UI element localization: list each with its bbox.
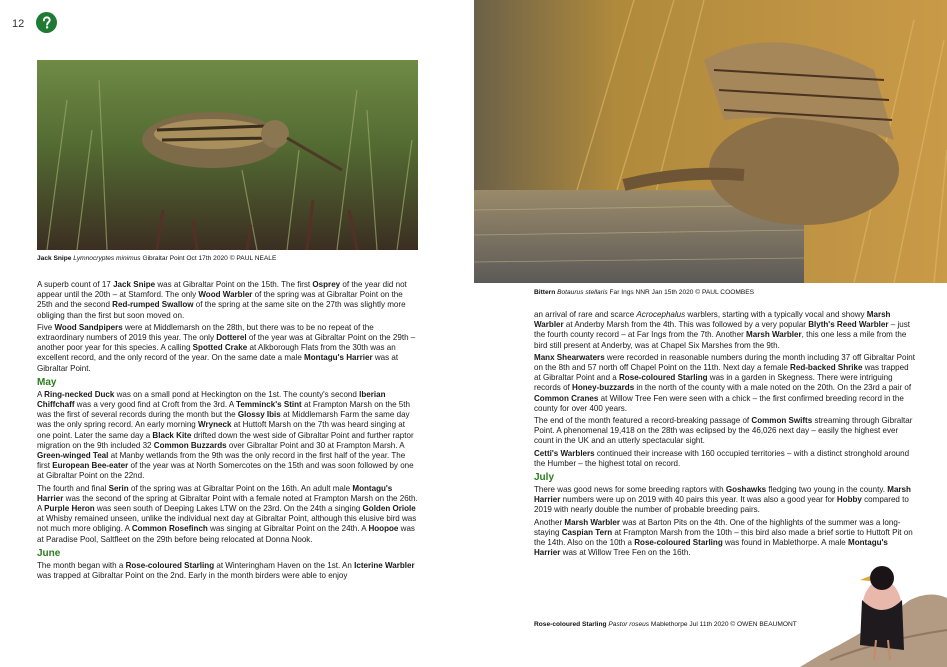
text-run: of the year was at Gibraltar Point on the 29th – another poor year for this species. A calling: [37, 333, 416, 353]
question-mark-icon: [39, 15, 54, 30]
text-run: – just the fourth county record – at Far Ings from the 7th. Another: [534, 320, 910, 340]
species-name: Montagu's Harrier: [37, 483, 393, 503]
text-run: The fourth and final: [37, 483, 109, 493]
species-name: Spotted Crake: [192, 343, 248, 353]
species-name: Hobby: [836, 495, 862, 505]
bittern-photo: [474, 0, 947, 283]
species-name: Marsh Warbler: [746, 330, 802, 340]
species-name: Green-winged Teal: [37, 451, 109, 461]
text-run: A: [37, 389, 45, 399]
species-name: Common Rosefinch: [131, 524, 208, 534]
paragraph: [534, 310, 915, 351]
species-name: Wood Sandpipers: [54, 322, 123, 332]
text-run: of the year was at North Somercotes on the 15th and was soon followed by one at Gibraltar Point on the 22nd.: [37, 461, 414, 481]
species-name: Purple Heron: [44, 504, 95, 514]
species-name: European Bee-eater: [52, 461, 129, 471]
species-name: Jack Snipe: [113, 280, 156, 289]
paragraph: [37, 561, 418, 581]
species-name: Caspian Tern: [561, 527, 613, 537]
species-name: Red-rumped Swallow: [112, 300, 194, 310]
paragraph: [534, 449, 915, 469]
text-run: Another: [534, 517, 565, 527]
text-run: Five: [37, 322, 55, 332]
text-run: at Whisby remained unseen, unlike the individual next day at Gibraltar Point, although this elusive bird was not much more obliging. A: [37, 514, 417, 534]
species-name: Icterine Warbler: [354, 560, 415, 570]
text-run: of the spring at the same site on the 27th was slightly more obliging than the first but soon moved on.: [37, 300, 406, 320]
text-run: was singing at Gibraltar Point on the 24th. A: [207, 524, 369, 534]
text-run: There was good news for some breeding raptors with: [534, 485, 726, 495]
text-run: The month began with a: [37, 560, 126, 570]
text-run: in the north of the county with a male noted on the 20th. On the 23rd a pair of: [634, 383, 912, 393]
text-run: at Anderby Marsh from the 4th. This was followed by a very popular: [563, 320, 809, 330]
text-run: of the spring was at Gibraltar Point on the 25th and the second: [37, 290, 403, 310]
species-name: Common Swifts: [751, 416, 813, 426]
species-name: Black Kite: [152, 430, 192, 440]
species-name: Cetti's Warblers: [534, 448, 595, 458]
text-run: was at Willow Tree Fen on the 16th.: [560, 548, 691, 558]
text-run: A superb count of 17: [37, 280, 114, 289]
paragraph: [37, 323, 418, 374]
rose-coloured-starling-photo: [800, 560, 947, 667]
species-name: Marsh Harrier: [534, 485, 911, 505]
species-name: Hoopoe: [368, 524, 399, 534]
text-run: were recorded in reasonable numbers during the month including 37 off Gibraltar Point on the 8th and 57 north off Chapel Point on the 11th. Next day a female: [534, 352, 915, 373]
species-name: Ring-necked Duck: [44, 389, 115, 399]
species-name: Rose-coloured Starling: [125, 560, 215, 570]
text-run: was the second of the spring at Gibraltar Point with a female noted at Frampton Marsh on the 26th. A: [37, 493, 418, 514]
species-name: Wood Warbler: [198, 290, 253, 300]
species-name: Wryneck: [198, 420, 232, 430]
species-name: Honey-buzzards: [572, 383, 635, 393]
text-run: were at Middlemarsh on the 28th, but there was to be no repeat of the extraordinary numbers of 2019 this year. The only: [37, 322, 374, 343]
paragraph: [37, 280, 418, 321]
section-heading: May: [37, 376, 57, 388]
text-run: was in a garden in Skegness. There were intriguing records of: [534, 373, 893, 393]
species-name: Red-backed Shrike: [790, 363, 863, 373]
text-run: was trapped at Gibraltar Point on the 2nd. Early in the month birders were able to enjoy: [37, 571, 348, 581]
text-run: warblers, starting with a typically vocal and showy: [685, 310, 867, 319]
text-run: , this one less a mile from the bird still present at Anderby, was at Chapel Six Marshes from the 9th.: [534, 330, 907, 350]
text-run: was at Gibraltar Point.: [37, 353, 399, 373]
text-run: was a very good find at Croft from the 3rd. A: [74, 400, 237, 410]
text-run: at Alkborough Flats from the 30th was an excellent record, and the only record of the year. On the same date a male: [37, 343, 396, 363]
section-heading: July: [534, 472, 555, 484]
text-run: at Winteringham Haven on the 1st. An: [214, 560, 355, 570]
species-name: Manx Shearwaters: [534, 352, 605, 362]
text-run: continued their increase with 160 occupied territories – with a distinct stronghold around the Humber – the highest total on record.: [534, 448, 910, 468]
species-name: Montagu's Harrier: [534, 538, 888, 558]
text-run: was on a small pond at Heckington on the 1st. The county's second: [114, 389, 360, 399]
species-name: Marsh Warbler: [534, 310, 891, 330]
species-name: Temminck's Stint: [236, 400, 302, 410]
text-run: of the spring was at Gibraltar Point on the 16th. An adult male: [128, 483, 353, 493]
paragraph: [534, 518, 915, 559]
text-run: at Middlemarsh Farm the same day was the only spring record. An early morning: [37, 410, 410, 430]
text-run: compared to 2019 with nearly double the number of probable breeding pairs.: [534, 495, 909, 515]
paragraph: [37, 484, 418, 545]
text-run: was trapped at Gibraltar Point and a: [534, 363, 909, 383]
species-name: Dotterel: [216, 333, 247, 343]
paragraph: [534, 353, 915, 414]
species-name: Rose-coloured Starling: [619, 373, 708, 383]
paragraph: [37, 390, 418, 482]
species-name: Rose-coloured Starling: [634, 538, 723, 548]
species-name: Iberian Chiffchaff: [37, 389, 386, 410]
species-name: Glossy Ibis: [237, 410, 281, 420]
species-name: Serin: [108, 483, 129, 493]
right-text-column: [534, 310, 915, 560]
jack-snipe-caption: Jack Snipe Lymnocryptes minimus Gibraltar Point Oct 17th 2020 © PAUL NEALE: [37, 255, 277, 262]
text-run: numbers were up on 2019 with 40 pairs this year. It was also a good year for: [560, 495, 837, 505]
paragraph: [534, 416, 915, 447]
page-number: 12: [12, 18, 25, 30]
text-run: at Huttoft Marsh on the 7th was heard singing at one point. Later the same day a: [37, 420, 405, 440]
text-run: of the year did not appear until the 20th – at Stamford. The only: [37, 280, 407, 300]
text-run: at Willow Tree Fen were seen with a chick – the first confirmed breeding record in the county for over 400 years.: [534, 393, 904, 413]
text-run: fledging two young in the county.: [766, 485, 888, 495]
text-run: was at Paradise Pool, Saltfleet on the 29th before being relocated at Donna Nook.: [37, 524, 415, 544]
species-name: Golden Oriole: [362, 504, 416, 514]
text-run: an arrival of rare and scarce: [534, 310, 637, 319]
paragraph: [534, 485, 915, 516]
text-run: at Frampton Marsh from the 10th – this bird also made a brief sortie to Huttoft Pit on the 14th. Also on the 10th a: [534, 527, 913, 548]
species-name: Goshawks: [725, 485, 767, 495]
text-run: at Frampton Marsh on the 5th was the first of several records during the month but the: [37, 400, 410, 420]
species-name: Montagu's Harrier: [304, 353, 373, 363]
text-run: over Gibraltar Point and 30 at Frampton Marsh. A: [226, 440, 405, 450]
rose-coloured-starling-caption: Rose-coloured Starling Pastor roseus Mablethorpe Jul 11th 2020 © OWEN BEAUMONT: [534, 621, 797, 628]
section-heading: June: [37, 547, 61, 559]
jack-snipe-photo: [37, 60, 418, 250]
species-name: Marsh Warbler: [564, 517, 621, 527]
text-run: was found in Mablethorpe. A male: [722, 538, 848, 548]
species-name: Blyth's Reed Warbler: [808, 320, 889, 330]
text-run: at Manby wetlands from the 9th was the only record in the first half of the year. The first: [37, 451, 406, 471]
left-text-column: [37, 280, 418, 583]
text-run: streaming through Gibraltar Point. A phenomenal 19,418 on the 28th was eclipsed by the 46,026 next day – easily the highest ever count in the UK and an utterly spectacular sight.: [534, 416, 913, 446]
species-name: Common Buzzards: [153, 440, 227, 450]
text-run: The end of the month featured a record-breaking passage of: [534, 416, 752, 426]
species-name: Osprey: [312, 280, 341, 289]
genus-name: Acrocephalus: [636, 310, 686, 319]
text-run: was at Barton Pits on the 4th. One of the highlights of the summer was a long-staying: [534, 517, 901, 537]
logo: [36, 12, 57, 33]
bittern-caption: Bittern Botaurus stellaris Far Ings NNR Jan 15th 2020 © PAUL COOMBES: [534, 289, 755, 296]
text-run: was at Gibraltar Point on the 15th. The first: [155, 280, 313, 289]
text-run: was seen south of Deeping Lakes LTW on the 23rd. On the 24th a singing: [94, 504, 363, 514]
text-run: drifted down the west side of Gibraltar Point and further raptor migration on the 9th included 32: [37, 430, 414, 450]
species-name: Common Cranes: [534, 393, 599, 403]
